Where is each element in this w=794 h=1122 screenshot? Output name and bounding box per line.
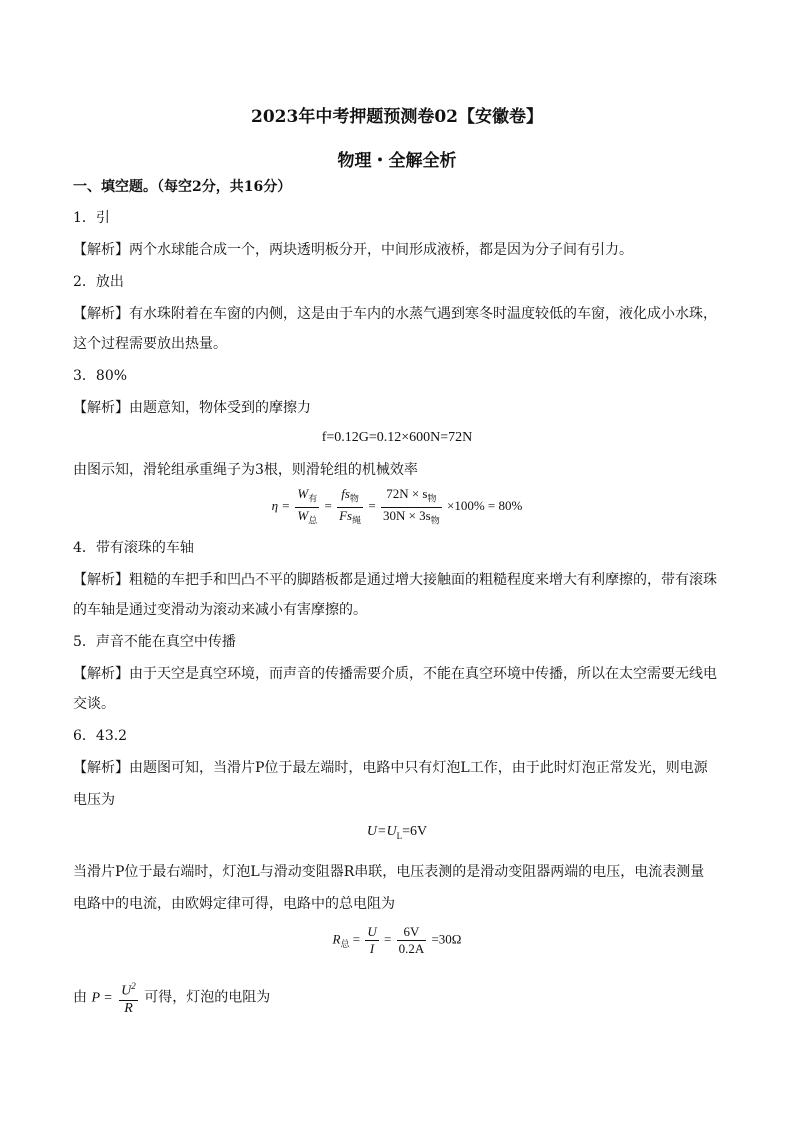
document-title: 2023年中考押题预测卷02【安徽卷】 — [251, 107, 543, 127]
section-heading: 一、填空题。（每空2分，共16分） — [73, 179, 292, 195]
q6-analysis-line2: 电压为 — [73, 792, 115, 808]
document-subtitle: 物理・全解全析 — [337, 151, 457, 171]
q4-answer: 4．带有滚珠的车轴 — [73, 540, 194, 556]
fraction-w: $\frac{W_有}{W_总}$ — [297, 486, 318, 526]
q5-analysis-line1: 【解析】由于天空是真空环境，而声音的传播需要介质，不能在真空环境中传播，所以在太空需要无线电 — [73, 666, 717, 682]
q4-analysis-line2: 的车轴是通过变滑动为滚动来减小有害摩擦的。 — [73, 602, 367, 618]
q1-analysis: 【解析】两个水球能合成一个，两块透明板分开，中间形成液桥，都是因为分子间有引力。 — [73, 242, 633, 258]
fraction-fs: $\frac{fs_物}{Fs_绳}$ — [339, 486, 362, 526]
q3-efficiency-formula: η = $\frac{W_有}{W_总}$ = $\frac{fs_物}{Fs_绳}$ = $\frac{72N \times s_物}{30N \times 3s_物}$ ×100% = 80% — [0, 486, 794, 528]
fraction-6v-over-02a: $\frac{6V}{0.2A}$ — [398, 924, 425, 956]
q3-answer: 3．80% — [73, 368, 128, 384]
q6-answer: 6．43.2 — [73, 728, 128, 744]
fraction-numeric: $\frac{72N \times s_物}{30N \times 3s_物}$ — [382, 486, 440, 526]
q3-analysis-line1: 【解析】由题意知，物体受到的摩擦力 — [73, 400, 311, 416]
q4-analysis-line1: 【解析】粗糙的车把手和凹凸不平的脚踏板都是通过增大接触面的粗糙程度来增大有利摩擦的，带有滚珠 — [73, 572, 717, 588]
q2-analysis-line2: 这个过程需要放出热量。 — [73, 336, 227, 352]
fraction-u-over-i: $\frac{U}{I}$ — [367, 924, 377, 956]
q6-voltage-equation: $U=U_L=6V$ — [366, 824, 428, 841]
eta-symbol: η = — [271, 498, 291, 514]
q2-analysis-line1: 【解析】有水珠附着在车窗的内侧，这是由于车内的水蒸气遇到寒冬时温度较低的车窗，液化成小水珠， — [73, 306, 717, 322]
q3-analysis-line2: 由图示知，滑轮组承重绳子为3根，则滑轮组的机械效率 — [73, 462, 418, 478]
q2-answer: 2．放出 — [73, 274, 124, 290]
fraction-u2-over-r: $\frac{U^2}{R}$ — [119, 978, 138, 1017]
q6-analysis-line4: 电路中的电流，由欧姆定律可得，电路中的总电阻为 — [73, 896, 395, 912]
q5-answer: 5．声音不能在真空中传播 — [73, 634, 236, 650]
q5-analysis-line2: 交谈。 — [73, 696, 115, 712]
q1-answer: 1．引 — [73, 210, 110, 226]
q6-power-line: 由 P = $\frac{U^2}{R}$ 可得，灯泡的电阻为 — [73, 978, 723, 1017]
q6-analysis-line3: 当滑片P位于最右端时，灯泡L与滑动变阻器R串联，电压表测的是滑动变阻器两端的电压，电流表测量 — [73, 864, 705, 880]
q3-friction-equation: f=0.12G=0.12×600N=72N — [321, 430, 473, 445]
q6-resistance-formula: $R_总$ = $\frac{U}{I}$ = $\frac{6V}{0.2A}$ =30Ω — [332, 924, 462, 956]
q6-analysis-line1: 【解析】由题图可知，当滑片P位于最左端时，电路中只有灯泡L工作，由于此时灯泡正常发光，则电源 — [73, 760, 708, 776]
